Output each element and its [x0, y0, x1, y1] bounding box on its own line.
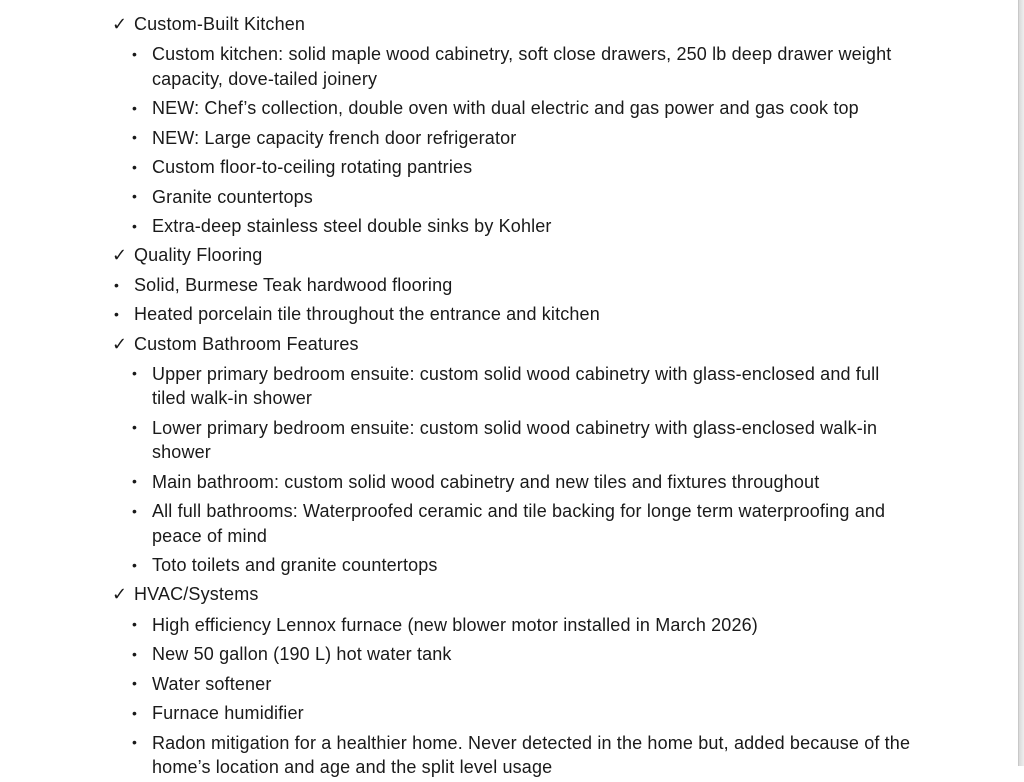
- list-item: [112, 212, 912, 242]
- list-item-text: All full bathrooms: Waterproofed ceramic and tile backing for longe term waterproofing and peace of mind: [152, 501, 886, 546]
- list-item-text: Toto toilets and granite countertops: [152, 555, 438, 576]
- list-item-text: Heated porcelain tile throughout the entrance and kitchen: [134, 304, 600, 325]
- section-heading-text: HVAC/Systems: [134, 584, 259, 605]
- bullet-icon: •: [132, 45, 138, 62]
- bullet-icon: •: [132, 217, 138, 234]
- page-edge-scrollbar[interactable]: [1018, 0, 1024, 766]
- list-item: [112, 728, 912, 782]
- list-item: [112, 94, 912, 124]
- checkmark-icon: ✓: [112, 584, 128, 606]
- bullet-icon: •: [132, 419, 138, 436]
- list-item-text: Lower primary bedroom ensuite: custom solid wood cabinetry with glass-enclosed walk-in shower: [152, 417, 878, 463]
- checkmark-icon: ✓: [112, 245, 128, 267]
- bullet-icon: •: [132, 158, 138, 175]
- list-item: [112, 182, 912, 212]
- bullet-icon: •: [132, 734, 138, 751]
- list-item: [112, 640, 912, 670]
- bullet-icon: •: [132, 99, 138, 116]
- list-item-text: Radon mitigation for a healthier home. Never detected in the home but, added because of the home’s location and age and the split level usage: [152, 732, 911, 778]
- bullet-icon: •: [114, 306, 120, 323]
- list-item: [112, 669, 912, 699]
- list-item-text: Furnace humidifier: [152, 703, 304, 724]
- section-heading-flooring: [112, 241, 912, 271]
- list-item: [112, 300, 912, 330]
- list-item-text: High efficiency Lennox furnace (new blower motor installed in March 2026): [152, 614, 758, 635]
- checkmark-icon: ✓: [112, 333, 128, 355]
- bullet-icon: •: [132, 556, 138, 573]
- list-item-text: Custom kitchen: solid maple wood cabinetry, soft close drawers, 250 lb deep drawer weight capacity, dove-tailed joinery: [152, 44, 892, 89]
- bullet-icon: •: [132, 675, 138, 692]
- list-item-text: Extra-deep stainless steel double sinks by Kohler: [152, 216, 552, 237]
- section-heading-kitchen: [112, 10, 912, 40]
- bullet-icon: •: [132, 365, 138, 382]
- section-heading-hvac: [112, 580, 912, 610]
- list-item: [112, 551, 912, 581]
- bullet-icon: •: [114, 276, 120, 293]
- list-item-text: Granite countertops: [152, 186, 313, 207]
- list-item: [112, 497, 912, 551]
- list-item: [112, 123, 912, 153]
- list-item: [112, 153, 912, 183]
- section-heading-bathroom: [112, 330, 912, 360]
- bullet-icon: •: [132, 645, 138, 662]
- list-item-text: New 50 gallon (190 L) hot water tank: [152, 644, 452, 665]
- list-item: [112, 699, 912, 729]
- list-item-text: Water softener: [152, 673, 272, 694]
- list-item: [112, 467, 912, 497]
- bullet-icon: •: [132, 473, 138, 490]
- list-item-text: Upper primary bedroom ensuite: custom solid wood cabinetry with glass-enclosed and full tiled walk-in shower: [152, 363, 880, 409]
- section-heading-text: Quality Flooring: [134, 245, 263, 266]
- bullet-icon: •: [132, 704, 138, 721]
- list-item: [112, 359, 912, 413]
- bullet-icon: •: [132, 188, 138, 205]
- list-item-text: Custom floor-to-ceiling rotating pantries: [152, 157, 473, 178]
- list-item-text: Solid, Burmese Teak hardwood flooring: [134, 274, 453, 295]
- list-item-text: NEW: Large capacity french door refrigerator: [152, 127, 517, 148]
- checkmark-icon: ✓: [112, 14, 128, 35]
- list-item-text: Main bathroom: custom solid wood cabinetry and new tiles and fixtures throughout: [152, 471, 820, 492]
- section-heading-text: Custom-Built Kitchen: [134, 14, 306, 34]
- feature-list: [112, 10, 912, 782]
- bullet-icon: •: [132, 129, 138, 146]
- list-item: [112, 610, 912, 640]
- bullet-icon: •: [132, 616, 138, 633]
- bullet-icon: •: [132, 502, 138, 519]
- section-heading-text: Custom Bathroom Features: [134, 333, 359, 354]
- list-item: [112, 40, 912, 94]
- list-item: [112, 413, 912, 467]
- list-item-text: NEW: Chef’s collection, double oven with dual electric and gas power and gas cook top: [152, 98, 859, 119]
- list-item: [112, 271, 912, 301]
